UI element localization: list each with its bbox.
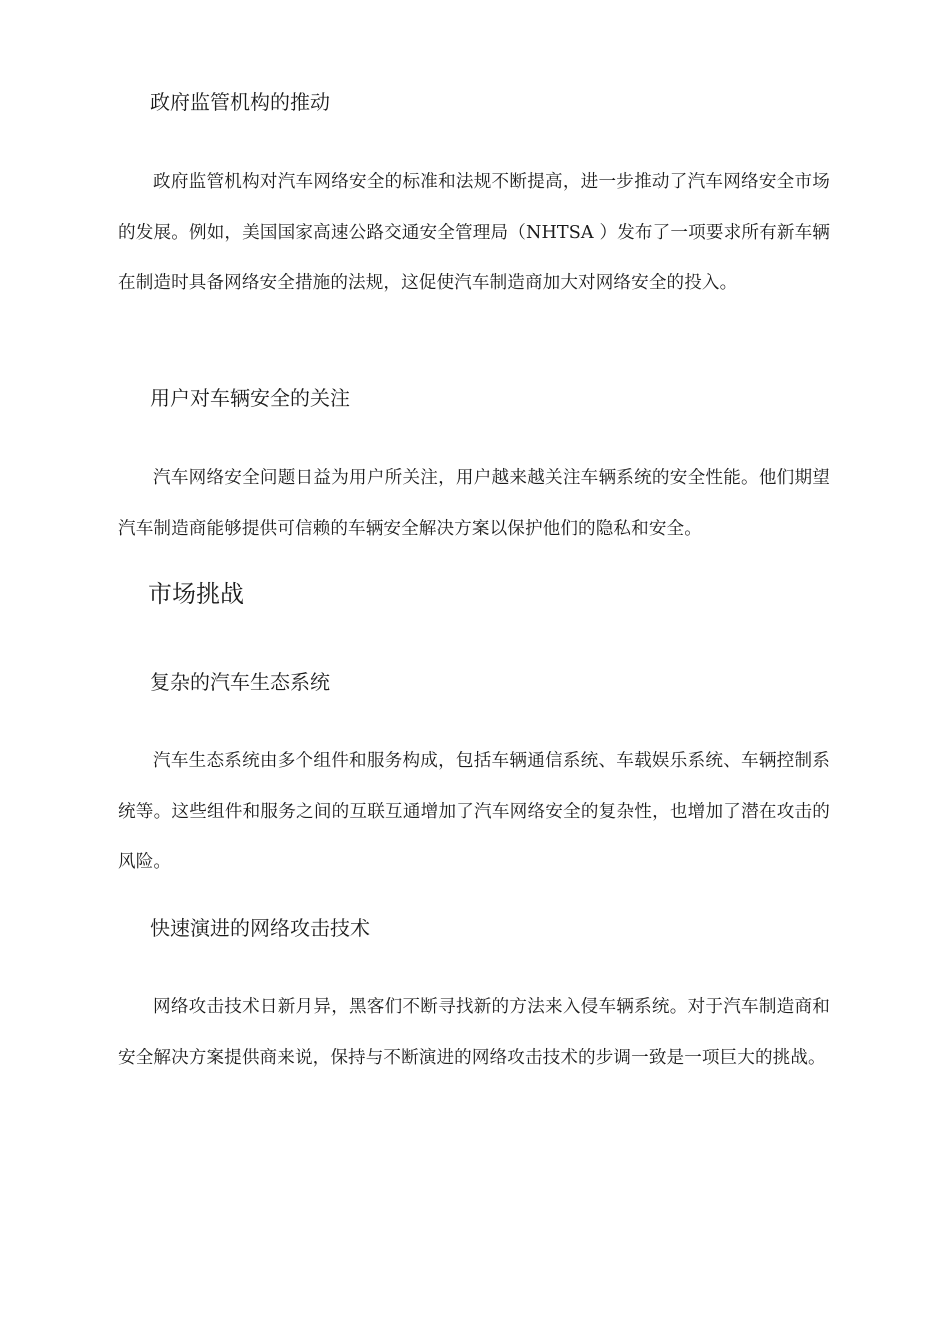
section-heading-user-concern: 用户对车辆安全的关注 [150, 386, 350, 410]
paragraph-evolving-attacks: 网络攻击技术日新月异，黑客们不断寻找新的方法来入侵车辆系统。对于汽车制造商和安全解决方案提供商来说，保持与不断演进的网络攻击技术的步调一致是一项巨大的挑战。 [118, 997, 830, 1068]
section-heading-complex-ecosystem: 复杂的汽车生态系统 [150, 670, 330, 694]
paragraph-government-regulation: 政府监管机构对汽车网络安全的标准和法规不断提高，进一步推动了汽车网络安全市场的发展。例如，美国国家高速公路交通安全管理局（NHTSA ）发布了一项要求所有新车辆在制造时具备网络安全措施的法规，这促使汽车制造商加大对网络安全的投入。 [118, 172, 830, 293]
section-heading-evolving-attacks: 快速演进的网络攻击技术 [150, 916, 370, 940]
paragraph-complex-ecosystem: 汽车生态系统由多个组件和服务构成，包括车辆通信系统、车载娱乐系统、车辆控制系统等。这些组件和服务之间的互联互通增加了汽车网络安全的复杂性，也增加了潜在攻击的风险。 [118, 751, 830, 872]
section-heading-market-challenges: 市场挑战 [148, 580, 244, 608]
paragraph-user-concern: 汽车网络安全问题日益为用户所关注，用户越来越关注车辆系统的安全性能。他们期望汽车制造商能够提供可信赖的车辆安全解决方案以保护他们的隐私和安全。 [118, 468, 830, 539]
section-heading-government-regulation: 政府监管机构的推动 [150, 90, 330, 114]
